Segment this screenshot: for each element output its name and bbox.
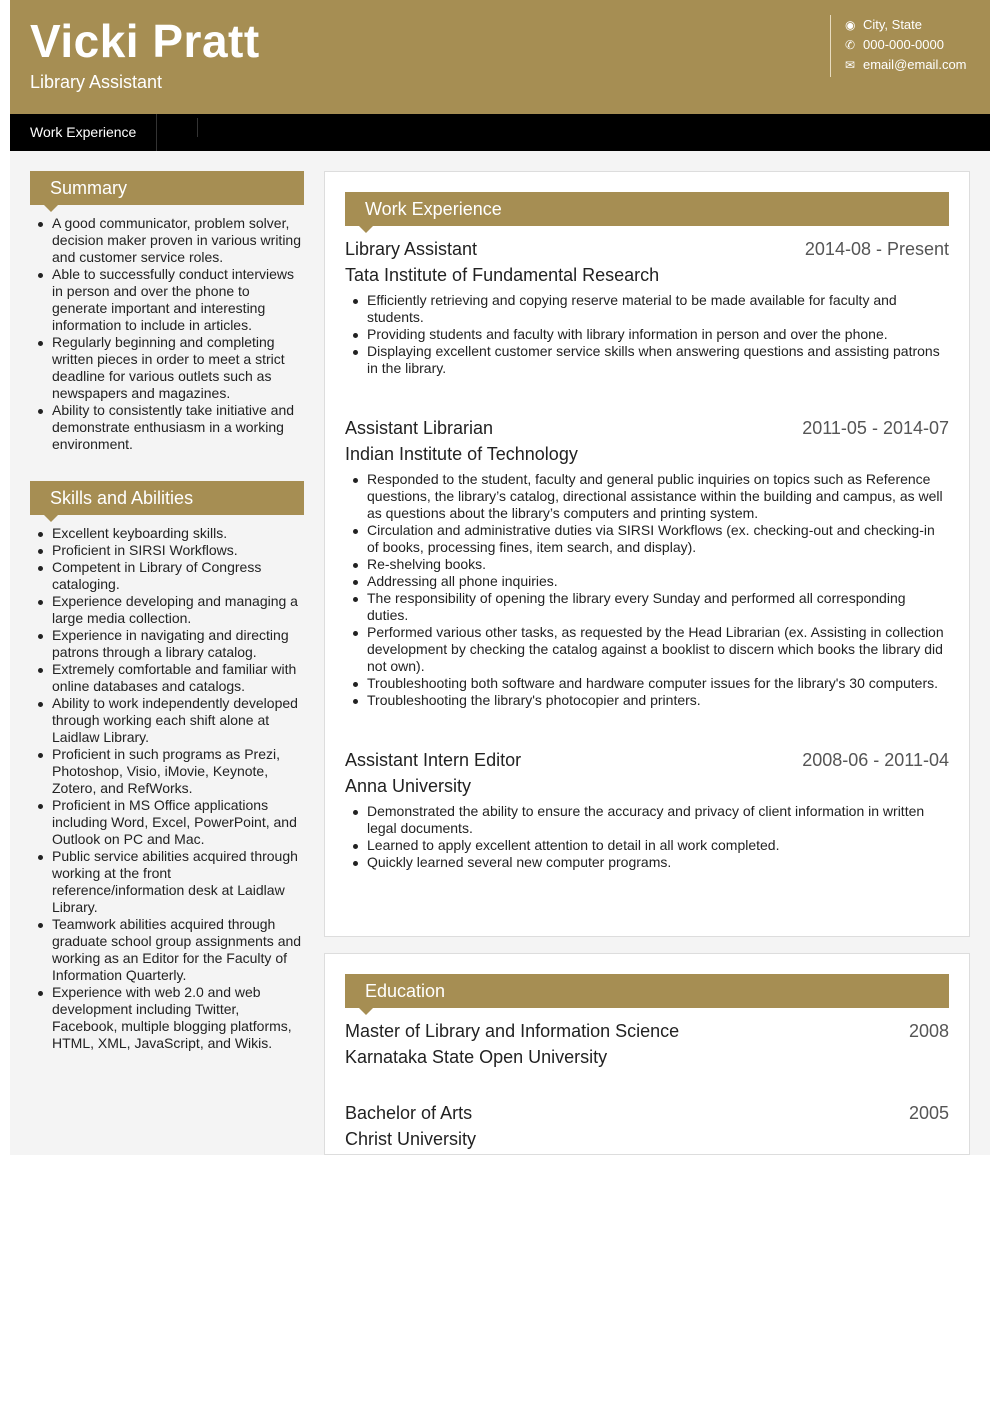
job-duty: Learned to apply excellent attention to detail in all work completed. bbox=[345, 837, 949, 854]
job-organization: Indian Institute of Technology bbox=[345, 444, 578, 464]
skill-item: Competent in Library of Congress cataloging. bbox=[30, 559, 304, 593]
education-heading: Education bbox=[345, 974, 949, 1008]
job-entry bbox=[345, 236, 949, 377]
graduation-year: 2005 bbox=[908, 1103, 949, 1123]
job-duty: Troubleshooting both software and hardware computer issues for the library's 30 computers. bbox=[345, 675, 949, 692]
work-experience-heading: Work Experience bbox=[345, 192, 949, 226]
job-entry bbox=[345, 747, 949, 871]
education-section bbox=[324, 953, 970, 1155]
job-duty: Circulation and administrative duties via SIRSI Workflows (ex. checking-out and checking-in of books, processing fines, item search, and display). bbox=[345, 522, 949, 556]
job-dates: 2008-06 - 2011-04 bbox=[802, 750, 949, 770]
education-header bbox=[345, 1100, 949, 1126]
job-dates: 2014-08 - Present bbox=[804, 239, 949, 259]
summary-item: A good communicator, problem solver, decision maker proven in various writing and customer service roles. bbox=[30, 215, 304, 266]
summary-item: Able to successfully conduct interviews in person and over the phone to generate important and interesting information to include in articles. bbox=[30, 266, 304, 334]
job-duty: Displaying excellent customer service skills when answering questions and assisting patrons in the library. bbox=[345, 343, 949, 377]
contact-info bbox=[830, 15, 967, 77]
job-duty: The responsibility of opening the library every Sunday and performed all corresponding duties. bbox=[345, 590, 949, 624]
job-dates: 2011-05 - 2014-07 bbox=[802, 418, 949, 438]
job-duty: Re-shelving books. bbox=[345, 556, 949, 573]
job-header bbox=[345, 747, 949, 773]
skill-item: Extremely comfortable and familiar with online databases and catalogs. bbox=[30, 661, 304, 695]
nav-divider bbox=[157, 118, 198, 137]
education-entry bbox=[345, 1018, 949, 1070]
education-header bbox=[345, 1018, 949, 1044]
skill-item: Teamwork abilities acquired through graduate school group assignments and working as an Editor for the Faculty of Information Quarterly. bbox=[30, 916, 304, 984]
job-duty: Responded to the student, faculty and general public inquiries on topics such as Reference questions, the library’s catalog, directional assistance within the building and campus, as well as questions about the library’s computers and printing system. bbox=[345, 471, 949, 522]
job-title: Assistant Librarian bbox=[345, 418, 494, 438]
job-duty: Addressing all phone inquiries. bbox=[345, 573, 949, 590]
skill-item: Public service abilities acquired through working at the front reference/information desk at Laidlaw Library. bbox=[30, 848, 304, 916]
job-title: Assistant Intern Editor bbox=[345, 750, 522, 770]
skill-item: Proficient in MS Office applications including Word, Excel, PowerPoint, and Outlook on PC and Mac. bbox=[30, 797, 304, 848]
tab-work-experience[interactable]: Work Experience bbox=[10, 114, 157, 151]
skill-item: Experience with web 2.0 and web development including Twitter, Facebook, multiple blogging platforms, HTML, XML, JavaScript, and Wikis. bbox=[30, 984, 304, 1052]
education-entry bbox=[345, 1100, 949, 1152]
skills-heading: Skills and Abilities bbox=[30, 481, 304, 515]
summary-heading: Summary bbox=[30, 171, 304, 205]
job-entry bbox=[345, 415, 949, 709]
contact-email: ✉ email@email.com bbox=[845, 55, 967, 75]
summary-item: Regularly beginning and completing written pieces in order to meet a strict deadline for various outlets such as newspapers and magazines. bbox=[30, 334, 304, 402]
summary-item: Ability to consistently take initiative and demonstrate enthusiasm in a working environment. bbox=[30, 402, 304, 453]
job-duty: Providing students and faculty with library information in person and over the phone. bbox=[345, 326, 949, 343]
skill-item: Proficient in SIRSI Workflows. bbox=[30, 542, 304, 559]
job-header bbox=[345, 236, 949, 262]
degree: Master of Library and Information Science bbox=[345, 1021, 680, 1041]
work-experience-section bbox=[324, 171, 970, 937]
job-duty: Demonstrated the ability to ensure the accuracy and privacy of client information in written legal documents. bbox=[345, 803, 949, 837]
candidate-name: Vicki Pratt bbox=[30, 15, 260, 67]
contact-location: ◉ City, State bbox=[845, 15, 967, 35]
job-duty: Efficiently retrieving and copying reserve material to be made available for faculty and students. bbox=[345, 292, 949, 326]
job-duties bbox=[345, 471, 949, 709]
envelope-icon: ✉ bbox=[845, 58, 856, 72]
map-pin-icon: ◉ bbox=[845, 18, 856, 32]
skill-item: Proficient in such programs as Prezi, Photoshop, Visio, iMovie, Keynote, Zotero, and RefWorks. bbox=[30, 746, 304, 797]
job-duty: Performed various other tasks, as requested by the Head Librarian (ex. Assisting in collection development by checking the catalog against a booklist to discern which books the library did not own). bbox=[345, 624, 949, 675]
job-duties bbox=[345, 292, 949, 377]
job-organization: Anna University bbox=[345, 776, 472, 796]
phone-icon: ✆ bbox=[845, 38, 856, 52]
left-column bbox=[30, 171, 304, 1080]
school: Christ University bbox=[345, 1129, 477, 1149]
header bbox=[10, 0, 990, 114]
candidate-title: Library Assistant bbox=[30, 72, 163, 92]
job-organization: Tata Institute of Fundamental Research bbox=[345, 265, 660, 285]
skill-item: Experience developing and managing a large media collection. bbox=[30, 593, 304, 627]
contact-phone: ✆ 000-000-0000 bbox=[845, 35, 967, 55]
job-duty: Troubleshooting the library's photocopier and printers. bbox=[345, 692, 949, 709]
school: Karnataka State Open University bbox=[345, 1047, 608, 1067]
job-title: Library Assistant bbox=[345, 239, 478, 259]
job-header bbox=[345, 415, 949, 441]
resume-page bbox=[10, 0, 990, 1155]
skill-item: Excellent keyboarding skills. bbox=[30, 525, 304, 542]
skill-item: Experience in navigating and directing patrons through a library catalog. bbox=[30, 627, 304, 661]
job-duty: Quickly learned several new computer programs. bbox=[345, 854, 949, 871]
skills-list bbox=[30, 525, 304, 1052]
nav-bar bbox=[10, 114, 990, 151]
graduation-year: 2008 bbox=[908, 1021, 949, 1041]
job-duties bbox=[345, 803, 949, 871]
summary-list bbox=[30, 215, 304, 453]
skill-item: Ability to work independently developed through working each shift alone at Laidlaw Library. bbox=[30, 695, 304, 746]
degree: Bachelor of Arts bbox=[345, 1103, 473, 1123]
